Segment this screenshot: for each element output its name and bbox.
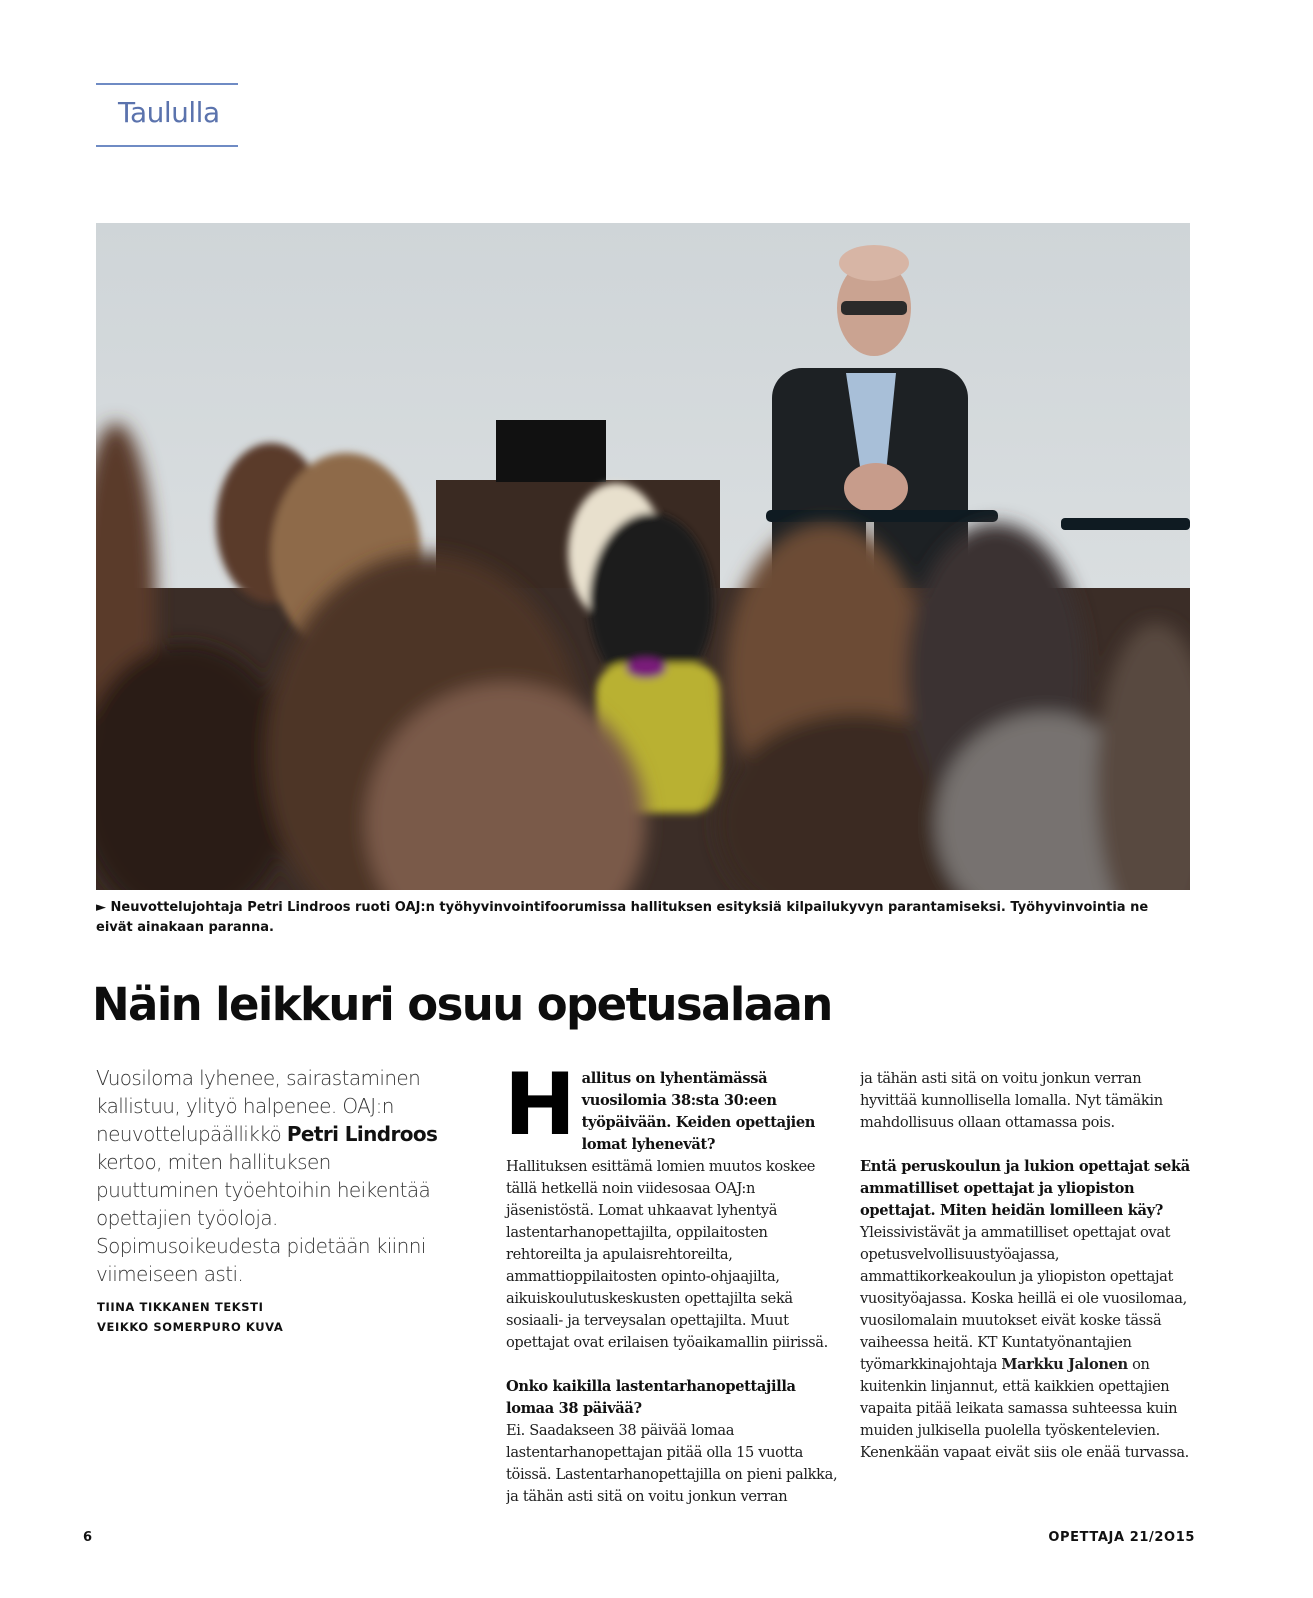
photo-caption: [96, 898, 1176, 938]
byline-photographer: VEIKKO SOMERPURO KUVA: [97, 1320, 284, 1334]
article-photo: [96, 223, 1190, 890]
lede: [96, 1064, 446, 1288]
lede-before: Vuosiloma lyhenee, sairastaminen kallistuu, ylityö halpenee. OAJ:n neuvottelupäällikkö: [96, 1066, 421, 1146]
question-2: Onko kaikilla lastentarhanopettajilla lomaa 38 päivää?: [506, 1378, 796, 1417]
answer-3-name: Markku Jalonen: [1001, 1356, 1128, 1373]
section-rule-bottom: [96, 145, 238, 147]
caption-text: Neuvottelujohtaja Petri Lindroos ruoti OAJ:n työhyvinvointifoorumissa hallituksen esityksiä kilpailukyvyn parantamiseksi. Työhyvinvointia ne eivät ainakaan paranna.: [96, 900, 1149, 935]
caption-marker-icon: ►: [96, 900, 106, 915]
answer-1: Hallituksen esittämä lomien muutos koskee tällä hetkellä noin viidesosaa OAJ:n jäsenistöstä. Lomat uhkaavat lyhentyä lastentarhanopettajilta, oppilaitosten rehtoreilta ja apulaisrehtoreilta, ammattioppilaitosten opinto-ohjaajilta, aikuiskoulutuskeskusten opettajilta sekä sosiaali- ja terveysalan opettajilta. Muut opettajat ovat erilaisen työaikamallin piirissä.: [506, 1158, 828, 1351]
answer-2: Ei. Saadakseen 38 päivää lomaa lastentarhanopettajan pitää olla 15 vuotta töissä. Lastentarhanopettajilla on pieni palkka, ja tähän asti sitä on voitu jonkun verran: [506, 1422, 838, 1505]
section-label: Taululla: [118, 96, 220, 129]
photo-of-speaker-at-lectern-icon: [96, 223, 1190, 890]
section-rule-top: [96, 83, 238, 85]
publication-issue: OPETTAJA 21/2O15: [1048, 1530, 1195, 1545]
body-column-1: [504, 1055, 841, 1508]
question-3: Entä peruskoulun ja lukion opettajat sekä ammatilliset opettajat ja yliopiston opettajat. Miten heidän lomilleen käy?: [860, 1158, 1190, 1219]
body-column-2: [860, 1068, 1195, 1464]
lede-name: Petri Lindroos: [286, 1122, 438, 1146]
page-number: 6: [83, 1530, 93, 1545]
answer-3-before: Yleissivistävät ja ammatilliset opettajat ovat opetusvelvollisuustyöajassa, ammattikorkeakoulun ja yliopiston opettajat vuosityöajassa. Koska heillä ei ole vuosilomaa, vuosilomalain muutokset eivät koske tässä vaiheessa heitä. KT Kuntatyönantajien työmarkkinajohtaja: [860, 1224, 1187, 1373]
question-1: allitus on lyhentämässä vuosilomia 38:sta 30:een työpäivään. Keiden opettajien lomat lyhenevät?: [581, 1070, 816, 1153]
answer-3-after: on kuitenkin linjannut, että kaikkien opettajien vapaita pitää leikata samassa suhteessa kuin muiden julkisella puolella työskentelevien. Kenenkään vapaat eivät siis ole enää turvassa.: [860, 1356, 1189, 1461]
headline: Näin leikkuri osuu opetusalaan: [92, 978, 832, 1031]
answer-2-continued: ja tähän asti sitä on voitu jonkun verran hyvittää kunnollisella lomalla. Nyt tämäkin mahdollisuus ollaan ottamassa pois.: [860, 1070, 1163, 1131]
lede-after: kertoo, miten hallituksen puuttuminen työehtoihin heikentää opettajien työoloja. Sopimusoikeudesta pidetään kiinni viimeiseen asti.: [96, 1150, 431, 1286]
byline-writer: TIINA TIKKANEN TEKSTI: [97, 1300, 264, 1314]
laptop: [496, 420, 606, 482]
answer-3: [860, 1222, 1195, 1464]
dropcap: H: [504, 1055, 576, 1155]
byline: [97, 1297, 283, 1337]
